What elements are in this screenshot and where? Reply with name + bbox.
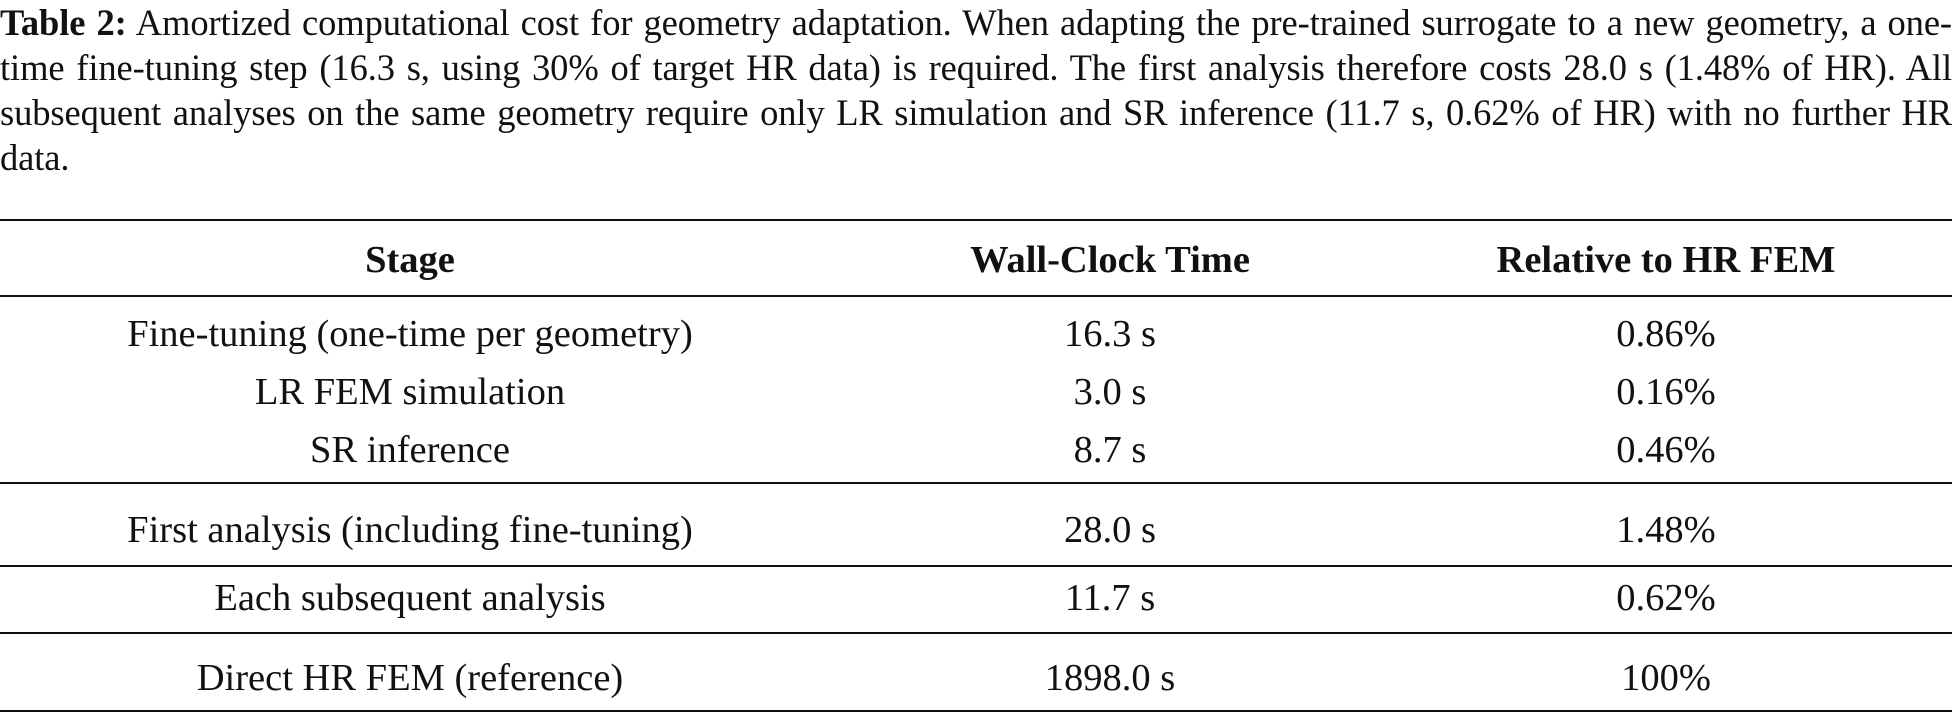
caption-label: Table 2:	[0, 2, 127, 43]
stage-cell: LR FEM simulation	[254, 371, 566, 413]
stage-cell: SR inference	[310, 429, 510, 471]
time-cell: 11.7 s	[1064, 577, 1156, 619]
section-rule	[0, 632, 1952, 634]
header-rule	[0, 295, 1952, 297]
time-cell: 8.7 s	[1073, 429, 1147, 471]
relative-cell: 0.46%	[1616, 429, 1716, 471]
relative-cell: 1.48%	[1616, 509, 1716, 551]
time-cell: 3.0 s	[1073, 371, 1147, 413]
section-rule	[0, 565, 1952, 567]
table-caption	[0, 0, 1952, 180]
table-top-rule	[0, 219, 1952, 221]
caption-text: Amortized computational cost for geometry adaptation. When adapting the pre-trained surrogate to a new geometry, a one-time fine-tuning step (16.3 s, using 30% of target HR data) is required. The first analysis therefore costs 28.0 s (1.48% of HR). All subsequent analyses on the same geometry require only LR simulation and SR inference (11.7 s, 0.62% of HR) with no further HR data.	[0, 2, 1952, 178]
time-cell: 28.0 s	[1064, 509, 1156, 551]
relative-cell: 0.62%	[1616, 577, 1716, 619]
table-bottom-rule	[0, 710, 1952, 712]
section-rule	[0, 482, 1952, 484]
stage-cell: First analysis (including fine-tuning)	[127, 509, 693, 551]
header-stage: Stage	[365, 239, 455, 281]
relative-cell: 100%	[1621, 657, 1711, 699]
stage-cell: Fine-tuning (one-time per geometry)	[127, 313, 693, 355]
header-relative-to-hr-fem: Relative to HR FEM	[1496, 239, 1836, 281]
header-wall-clock-time: Wall-Clock Time	[970, 239, 1250, 281]
stage-cell: Each subsequent analysis	[214, 577, 606, 619]
relative-cell: 0.86%	[1616, 313, 1716, 355]
stage-cell: Direct HR FEM (reference)	[196, 657, 624, 699]
time-cell: 1898.0 s	[1044, 657, 1176, 699]
time-cell: 16.3 s	[1064, 313, 1156, 355]
relative-cell: 0.16%	[1616, 371, 1716, 413]
